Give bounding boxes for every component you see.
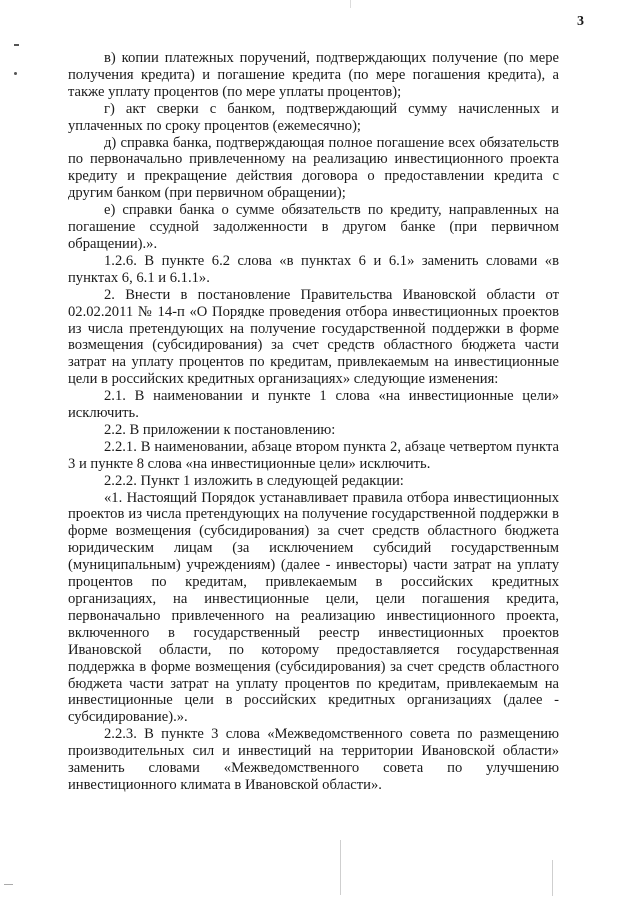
- paragraph-quoted-point-1: «1. Настоящий Порядок устанавливает правила отбора инвестиционных проектов из числа претендующих на получение государственной поддержки в форме возмещения (субсидирования) за счет средств областного бюджета юридическим лицам (за исключением субсидий государственным (муниципальным) учреждениям) (далее - инвесторы) части затрат на уплату процентов по кредитам, привлекаемым в российских кредитных организациях, на инвестиционные цели, цели погашения кредита, первоначально привлеченного на реализацию инвестиционного проекта, включенного в государственный реестр инвестиционных проектов Ивановской области, по которому предоставляется государственная поддержка в форме возмещения (субсидирования) за счет средств областного бюджета части затрат на уплату процентов по кредитам, привлекаемым на инвестиционные цели в российских кредитных организациях (далее - субсидирование).».: [68, 489, 559, 726]
- paragraph-2-2-2: 2.2.2. Пункт 1 изложить в следующей редакции:: [104, 472, 404, 489]
- paragraph-2-2: 2.2. В приложении к постановлению:: [104, 421, 336, 438]
- paragraph-item-v: в) копии платежных поручений, подтверждающих получение (по мере получения кредита) и погашение кредита (по мере погашения кредита), а также уплату процентов (по мере уплаты процентов);: [68, 50, 559, 100]
- page-number: 3: [577, 14, 584, 29]
- paragraph-1-2-6: 1.2.6. В пункте 6.2 слова «в пунктах 6 и 6.1» заменить словами «в пунктах 6, 6.1 и 6.1.1».: [68, 252, 559, 286]
- paragraph-item-g: г) акт сверки с банком, подтверждающий сумму начисленных и уплаченных по сроку процентов (ежемесячно);: [68, 100, 559, 134]
- paragraph-item-e: е) справки банка о сумме обязательств по кредиту, направленных на погашение ссудной задолженности в другом банке (при первичном обращении).».: [68, 202, 559, 252]
- scan-artifact-line: [350, 0, 351, 8]
- paragraph-2-1: 2.1. В наименовании и пункте 1 слова «на инвестиционные цели» исключить.: [68, 388, 559, 422]
- scan-artifact-line: [4, 884, 13, 885]
- scan-artifact-dash: [14, 44, 19, 46]
- scan-artifact-line: [340, 840, 341, 895]
- document-body: [68, 50, 559, 794]
- paragraph-2: 2. Внести в постановление Правительства Ивановской области от 02.02.2011 № 14-п «О Порядке проведения отбора инвестиционных проектов из числа претендующих на получение государственной поддержки в форме возмещения (субсидирования) за счет средств областного бюджета части затрат на уплату процентов по кредитам, привлекаемым на инвестиционные цели в российских кредитных организациях» следующие изменения:: [68, 286, 559, 388]
- paragraph-item-d: д) справка банка, подтверждающая полное погашение всех обязательств по первоначально привлеченному на реализацию инвестиционного проекта кредиту и прекращение действия договора о предоставлении кредита с другим банком (при первичном обращении);: [68, 134, 559, 202]
- scan-artifact-dot: [14, 72, 17, 75]
- scan-artifact-line: [552, 860, 553, 896]
- paragraph-2-2-3: 2.2.3. В пункте 3 слова «Межведомственного совета по размещению производительных сил и инвестиций на территории Ивановской области» заменить словами «Межведомственного совета по улучшению инвестиционного климата в Ивановской области».: [68, 726, 559, 793]
- paragraph-2-2-1: 2.2.1. В наименовании, абзаце втором пункта 2, абзаце четвертом пункта 3 и пункте 8 слова «на инвестиционные цели» исключить.: [68, 438, 559, 472]
